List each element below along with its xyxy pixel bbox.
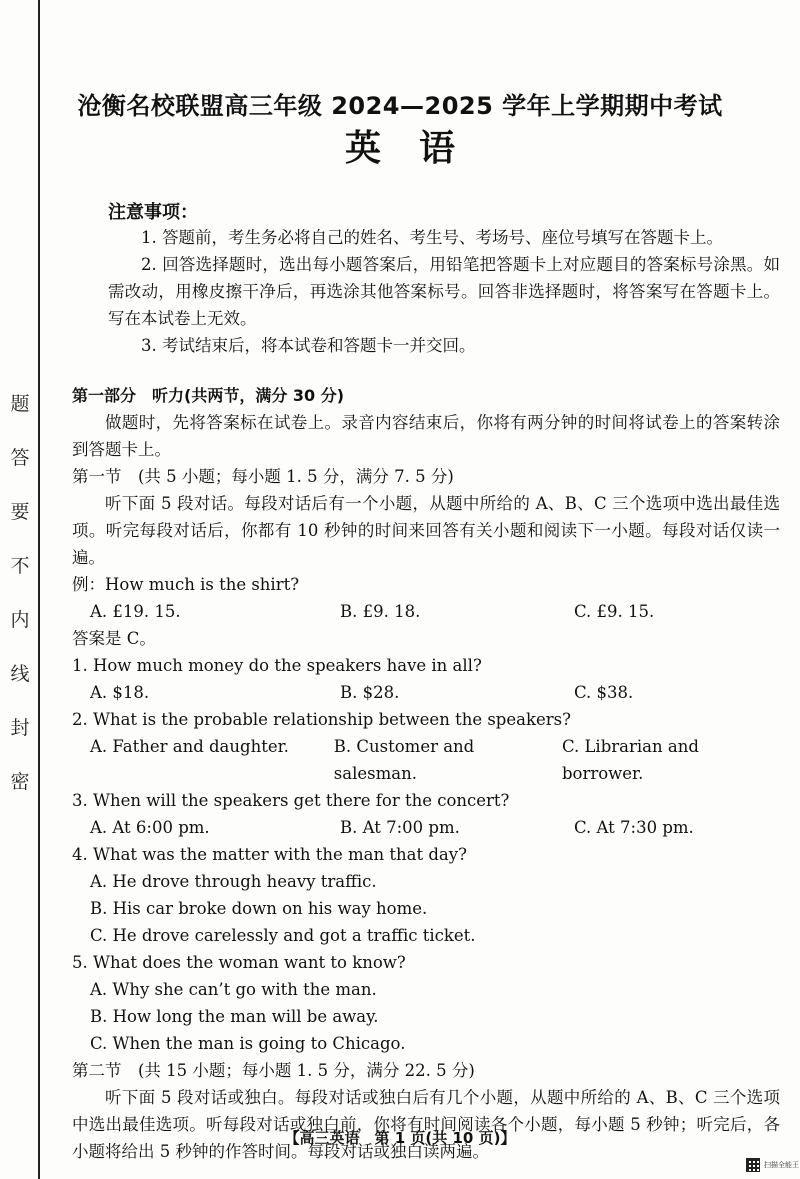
option-a: A. At 6:00 pm. xyxy=(90,818,210,837)
option-a: A. Why she can’t go with the man. xyxy=(90,980,377,999)
option-c: C. At 7:30 pm. xyxy=(574,818,694,837)
notice-item: 3. 考试结束后，将本试卷和答题卡一并交回。 xyxy=(141,336,476,355)
binding-char: 不 xyxy=(10,555,30,577)
option-c: C. He drove carelessly and got a traffic ticket. xyxy=(90,926,476,945)
qr-code-icon xyxy=(746,1158,760,1172)
section2-intro: 听下面 5 段对话或独白。每段对话或独白后有几个小题，从题中所给的 A、B、C 三个选项中选出最佳选项。听每段对话或独白前，你将有时间阅读各个小题，每小题 5 秒钟；听完后，各小题将给出 5 秒钟的作答时间。每段对话或独白读两遍。 xyxy=(72,1088,780,1161)
question-text: 4. What was the matter with the man that day? xyxy=(72,845,467,864)
binding-char: 题 xyxy=(10,393,30,415)
option-a: A. Father and daughter. xyxy=(90,737,289,756)
section1-heading: 第一节 (共 5 小题；每小题 1. 5 分，满分 7. 5 分) xyxy=(72,467,454,486)
question-text: 1. How much money do the speakers have in all? xyxy=(72,656,482,675)
option-b: B. How long the man will be away. xyxy=(90,1007,379,1026)
notice-item: 1. 答题前，考生务必将自己的姓名、考生号、考场号、座位号填写在答题卡上。 xyxy=(141,228,723,247)
exam-subject: 英语 xyxy=(344,128,493,169)
binding-char: 答 xyxy=(10,447,30,469)
question-options xyxy=(72,868,780,949)
question-options xyxy=(72,679,780,706)
binding-char: 封 xyxy=(10,717,30,739)
question-text: 2. What is the probable relationship between the speakers? xyxy=(72,710,571,729)
question-options xyxy=(72,814,780,841)
binding-char: 要 xyxy=(10,501,30,523)
example-answer: 答案是 C。 xyxy=(72,629,156,648)
question-options xyxy=(72,733,780,787)
notice-list xyxy=(108,224,780,359)
option-c: C. $38. xyxy=(574,683,634,702)
option-c: C. Librarian and borrower. xyxy=(561,737,699,783)
option-c: C. When the man is going to Chicago. xyxy=(90,1034,406,1053)
option-a: A. £19. 15. xyxy=(90,602,181,621)
notice-item: 2. 回答选择题时，选出每小题答案后，用铅笔把答题卡上对应题目的答案标号涂黑。如需改动，用橡皮擦干净后，再选涂其他答案标号。回答非选择题时，将答案写在答题卡上。写在本试卷上无效。 xyxy=(108,255,780,328)
question-text: 3. When will the speakers get there for the concert? xyxy=(72,791,510,810)
option-b: B. His car broke down on his way home. xyxy=(90,899,428,918)
scanner-watermark: 扫描全能王 xyxy=(764,1161,799,1169)
question-text: 5. What does the woman want to know? xyxy=(72,953,406,972)
binding-char: 内 xyxy=(10,609,30,631)
binding-char: 线 xyxy=(10,663,30,685)
part1-intro: 做题时，先将答案标在试卷上。录音内容结束后，你将有两分钟的时间将试卷上的答案转涂到答题卡上。 xyxy=(72,413,780,459)
section1-intro: 听下面 5 段对话。每段对话后有一个小题，从题中所给的 A、B、C 三个选项中选出最佳选项。听完每段对话后，你都有 10 秒钟的时间来回答有关小题和阅读下一小题。每段对话仅读一遍。 xyxy=(72,494,780,567)
example-question: 例：How much is the shirt? xyxy=(72,575,300,594)
option-b: B. $28. xyxy=(340,683,400,702)
option-a: A. He drove through heavy traffic. xyxy=(90,872,377,891)
option-c: C. £9. 15. xyxy=(574,602,655,621)
notice-heading: 注意事项： xyxy=(108,202,198,223)
option-b: B. £9. 18. xyxy=(340,602,421,621)
binding-margin-text xyxy=(8,395,32,792)
option-b: B. At 7:00 pm. xyxy=(340,818,460,837)
binding-line xyxy=(38,0,40,1179)
exam-title: 沧衡名校联盟高三年级 2024—2025 学年上学期期中考试 xyxy=(77,92,723,120)
part1-heading: 第一部分 听力(共两节，满分 30 分) xyxy=(72,386,345,405)
section2-heading: 第二节 (共 15 小题；每小题 1. 5 分，满分 22. 5 分) xyxy=(72,1061,475,1080)
example-options xyxy=(72,598,780,625)
listening-part xyxy=(72,382,780,1165)
option-a: A. $18. xyxy=(90,683,150,702)
question-options xyxy=(72,976,780,1057)
page-footer: 【高三英语 第 1 页(共 10 页)】 xyxy=(284,1129,516,1147)
binding-char: 密 xyxy=(10,771,30,793)
option-b: B. Customer and salesman. xyxy=(333,737,475,783)
